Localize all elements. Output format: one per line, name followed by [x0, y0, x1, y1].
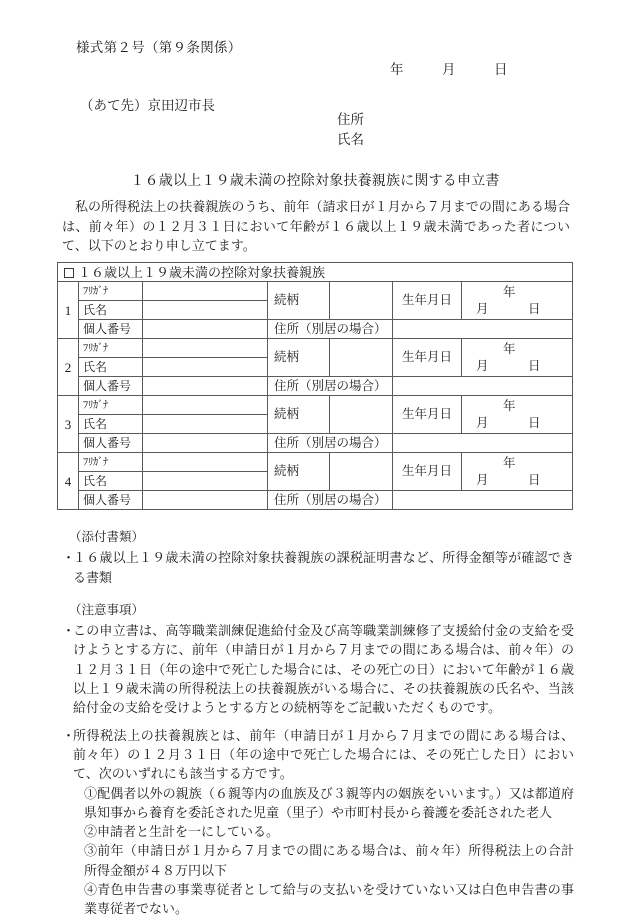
- condition-item: ④青色申告書の事業専従者として給与の支払いを受けていない又は白色申告書の事業専従者でない。: [84, 882, 574, 917]
- table-checkbox-header-row: [58, 263, 573, 282]
- name-label: 氏名: [79, 472, 143, 491]
- my-number-input[interactable]: [143, 434, 268, 453]
- table-row: [58, 434, 573, 453]
- name-label: 氏名: [79, 301, 143, 320]
- applicant-name-label: 氏名: [337, 132, 364, 147]
- notice-item-2: [62, 726, 574, 784]
- notice-item-1-text: この申立書は、高等職業訓練促進給付金及び高等職業訓練修了支援給付金の支給を受けようとする方に、前年（申請日が１月から７月までの間にある場合は、前々年）の１２月３１日（年の途中で死亡した場合には、その死亡の日）において年齢が１６歳以上１９歳未満の所得税法上の扶養親族がいる場合に、その扶養親族の氏名や、当該給付金の支給を受けようとする方との続柄等をご記載いただくものです。: [73, 623, 574, 716]
- checkbox-icon[interactable]: [64, 268, 74, 278]
- address-input[interactable]: [393, 320, 573, 339]
- furigana-input[interactable]: [143, 282, 268, 301]
- notice-item-1: [62, 621, 574, 717]
- birth-month-label: 月: [476, 472, 489, 487]
- name-input[interactable]: [143, 358, 268, 377]
- addressee: （あて先）京田辺市長: [80, 98, 215, 113]
- birthdate-label: 生年月日: [393, 339, 462, 377]
- relationship-label: 続柄: [268, 453, 330, 491]
- date-month-label: 月: [442, 62, 456, 77]
- date-line: [390, 58, 508, 78]
- birth-day-label: 日: [528, 415, 541, 430]
- furigana-input[interactable]: [143, 396, 268, 415]
- bullet-icon: ・: [62, 727, 76, 743]
- notes-section: [62, 528, 574, 919]
- table-row: [58, 320, 573, 339]
- date-day-label: 日: [494, 62, 508, 77]
- birth-day-label: 日: [528, 358, 541, 373]
- relationship-input[interactable]: [330, 453, 393, 491]
- applicant-info-block: [337, 110, 364, 150]
- birthdate-label: 生年月日: [393, 282, 462, 320]
- birthdate-input[interactable]: [462, 453, 573, 491]
- birthdate-input[interactable]: [462, 396, 573, 434]
- my-number-input[interactable]: [143, 491, 268, 510]
- relationship-label: 続柄: [268, 282, 330, 320]
- relationship-input[interactable]: [330, 339, 393, 377]
- address-input[interactable]: [393, 434, 573, 453]
- birth-month-label: 月: [476, 301, 489, 316]
- condition-item: ③前年（申請日が１月から７月までの間にある場合は、前々年）所得税法上の合計所得金額が４８万円以下: [84, 843, 574, 878]
- name-label: 氏名: [79, 358, 143, 377]
- furigana-label: ﾌﾘｶﾞﾅ: [79, 396, 143, 415]
- checkbox-heading-cell[interactable]: [58, 263, 573, 282]
- furigana-label: ﾌﾘｶﾞﾅ: [79, 282, 143, 301]
- relationship-label: 続柄: [268, 339, 330, 377]
- address-label: 住所（別居の場合）: [268, 491, 393, 510]
- my-number-label: 個人番号: [79, 377, 143, 396]
- table-row: [58, 339, 573, 358]
- row-index: 3: [58, 396, 79, 453]
- bullet-icon: ・: [62, 550, 76, 566]
- bullet-icon: ・: [62, 623, 76, 639]
- condition-item: ②申請者と生計を一にしている。: [84, 824, 280, 840]
- address-label: 住所（別居の場合）: [268, 320, 393, 339]
- my-number-input[interactable]: [143, 377, 268, 396]
- my-number-input[interactable]: [143, 320, 268, 339]
- address-input[interactable]: [393, 377, 573, 396]
- birth-day-label: 日: [528, 472, 541, 487]
- table-row: [58, 377, 573, 396]
- row-index: 1: [58, 282, 79, 339]
- relationship-label: 続柄: [268, 396, 330, 434]
- birthdate-label: 生年月日: [393, 396, 462, 434]
- furigana-label: ﾌﾘｶﾞﾅ: [79, 453, 143, 472]
- name-label: 氏名: [79, 415, 143, 434]
- furigana-input[interactable]: [143, 453, 268, 472]
- intro-paragraph: 私の所得税法上の扶養親族のうち、前年（請求日が１月から７月までの間にある場合は、前々年）の１２月３１日において年齢が１６歳以上１９歳未満であった者について、以下のとおり申し立てます。: [62, 199, 570, 253]
- name-input[interactable]: [143, 472, 268, 491]
- attachments-item-text: １６歳以上１９歳未満の控除対象扶養親族の課税証明書など、所得金額等が確認できる書類: [73, 550, 574, 585]
- furigana-input[interactable]: [143, 339, 268, 358]
- notice-item-2-text: 所得税法上の扶養親族とは、前年（申請日が１月から７月までの間にある場合は、前々年）の１２月３１日（年の途中で死亡した場合には、その死亡した日）において、次のいずれにも該当する方です。: [73, 727, 574, 782]
- applicant-address-label: 住所: [337, 112, 364, 127]
- my-number-label: 個人番号: [79, 320, 143, 339]
- table-row: [58, 282, 573, 301]
- birthdate-input[interactable]: [462, 339, 573, 377]
- table-row: [58, 396, 573, 415]
- attachments-item: [62, 548, 574, 587]
- table-row: [58, 453, 573, 472]
- page-title: １６歳以上１９歳未満の控除対象扶養親族に関する申立書: [130, 174, 500, 189]
- row-index: 2: [58, 339, 79, 396]
- birth-year-label: 年: [503, 455, 516, 470]
- birthdate-label: 生年月日: [393, 453, 462, 491]
- dependents-table: [57, 262, 573, 510]
- birth-year-label: 年: [503, 398, 516, 413]
- conditions-list: [84, 784, 574, 919]
- my-number-label: 個人番号: [79, 491, 143, 510]
- form-number: 様式第２号（第９条関係）: [76, 40, 242, 55]
- furigana-label: ﾌﾘｶﾞﾅ: [79, 339, 143, 358]
- name-input[interactable]: [143, 301, 268, 320]
- name-input[interactable]: [143, 415, 268, 434]
- relationship-input[interactable]: [330, 396, 393, 434]
- birth-year-label: 年: [503, 284, 516, 299]
- address-label: 住所（別居の場合）: [268, 377, 393, 396]
- birth-year-label: 年: [503, 341, 516, 356]
- condition-item: ①配偶者以外の親族（６親等内の血族及び３親等内の姻族をいいます。）又は都道府県知事から養育を委託された児童（里子）や市町村長から養護を委託された老人: [84, 785, 574, 820]
- birth-day-label: 日: [528, 301, 541, 316]
- attachments-heading: （添付書類）: [69, 530, 145, 544]
- birthdate-input[interactable]: [462, 282, 573, 320]
- table-row: [58, 491, 573, 510]
- address-label: 住所（別居の場合）: [268, 434, 393, 453]
- date-year-label: 年: [390, 62, 404, 77]
- row-index: 4: [58, 453, 79, 510]
- my-number-label: 個人番号: [79, 434, 143, 453]
- birth-month-label: 月: [476, 415, 489, 430]
- address-input[interactable]: [393, 491, 573, 510]
- notice-heading: （注意事項）: [69, 602, 145, 617]
- birth-month-label: 月: [476, 358, 489, 373]
- relationship-input[interactable]: [330, 282, 393, 320]
- checkbox-heading-label: １６歳以上１９歳未満の控除対象扶養親族: [78, 264, 326, 280]
